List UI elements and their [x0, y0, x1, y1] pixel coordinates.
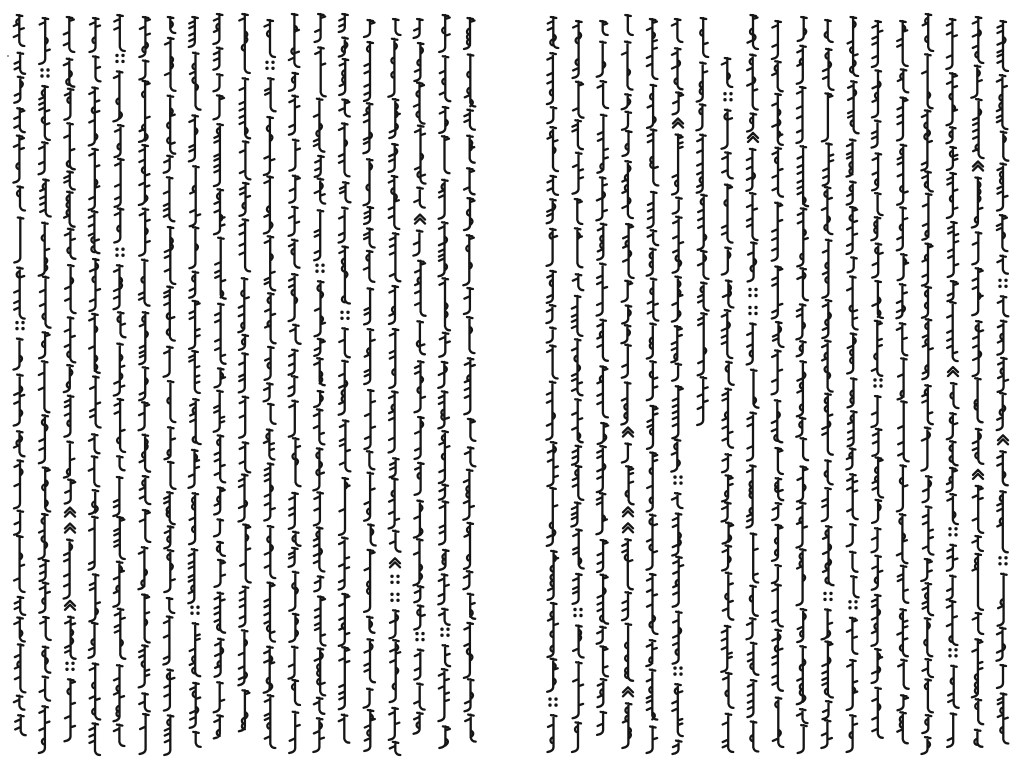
- scan-speck: [7, 55, 9, 57]
